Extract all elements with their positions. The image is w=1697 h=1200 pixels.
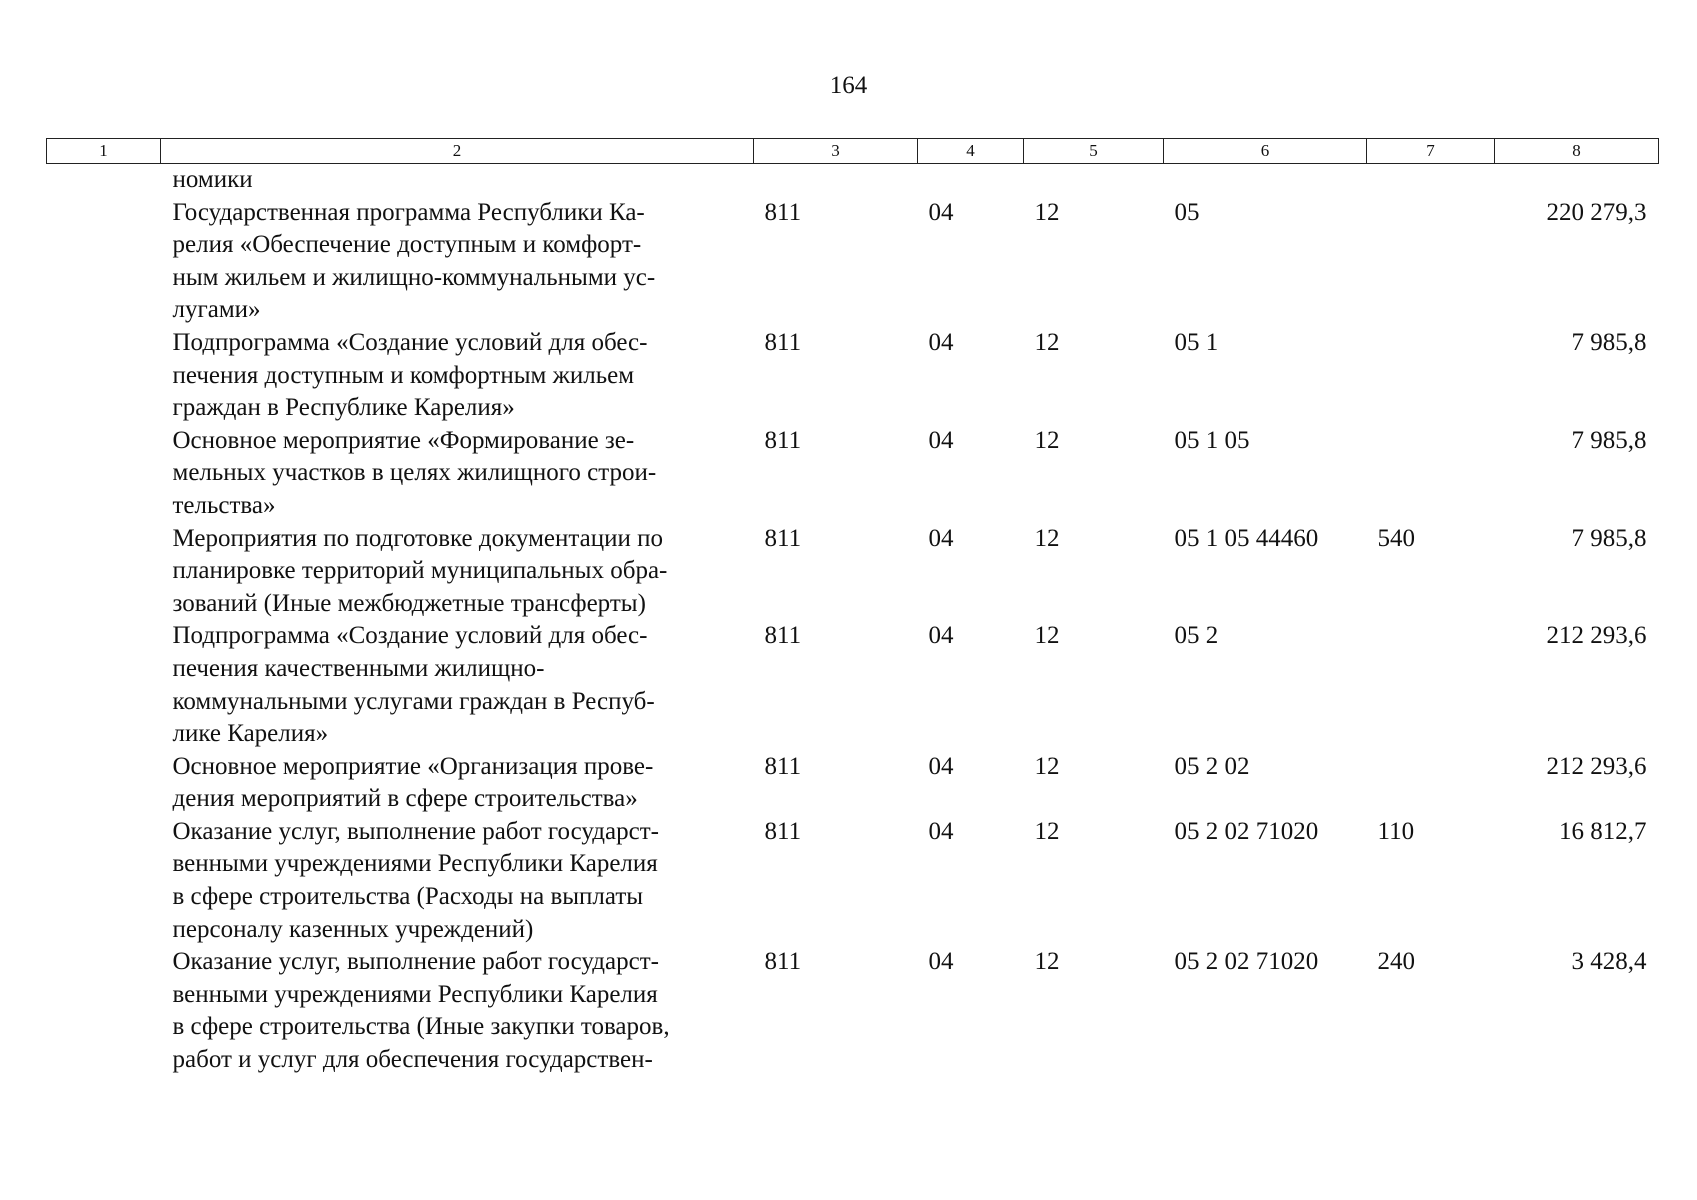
description-line: венными учреждениями Республики Карелия <box>172 980 658 1008</box>
row-description <box>161 816 754 946</box>
column-header-8: 8 <box>1495 139 1659 164</box>
description-line: Основное мероприятие «Организация прове- <box>172 752 654 780</box>
code-section: 04 <box>928 622 954 650</box>
description-line: венными учреждениями Республики Карелия <box>172 850 658 878</box>
table-row <box>47 523 1659 621</box>
row-description <box>161 946 754 1076</box>
code-subsection: 12 <box>1034 817 1060 845</box>
table-row <box>47 751 1659 816</box>
code-expense-type <box>1367 425 1495 523</box>
code-ministry: 811 <box>764 426 802 454</box>
row-col-1 <box>47 620 161 750</box>
row-col-1 <box>47 327 161 425</box>
code-section: 04 <box>928 426 954 454</box>
code-expense-type: 110 <box>1377 817 1415 845</box>
description-line: граждан в Республике Карелия» <box>172 394 515 422</box>
row-description <box>161 425 754 523</box>
code-expense-type <box>1367 620 1495 750</box>
page-number: 164 <box>829 72 868 99</box>
continuation-row <box>47 164 1659 197</box>
code-section: 04 <box>928 328 954 356</box>
code-target-article: 05 1 05 <box>1174 426 1250 454</box>
description-line: печения качественными жилищно- <box>172 654 545 682</box>
code-section: 04 <box>928 817 954 845</box>
description-line: коммунальными услугами граждан в Респуб- <box>172 687 655 715</box>
column-header-2: 2 <box>161 139 754 164</box>
code-expense-type <box>1367 327 1495 425</box>
amount: 3 428,4 <box>1571 948 1647 976</box>
description-line: тельства» <box>172 491 276 519</box>
description-line: Государственная программа Республики Ка- <box>172 198 645 226</box>
description-line: ным жильем и жилищно-коммунальными ус- <box>172 263 656 291</box>
code-subsection: 12 <box>1034 328 1060 356</box>
table-row <box>47 197 1659 327</box>
code-expense-type <box>1367 197 1495 327</box>
description-line: лике Карелия» <box>172 720 329 748</box>
continuation-text: номики <box>172 166 253 193</box>
description-line: Оказание услуг, выполнение работ государст- <box>172 948 659 976</box>
row-col-1 <box>47 425 161 523</box>
amount: 7 985,8 <box>1571 328 1647 356</box>
code-ministry: 811 <box>764 524 802 552</box>
row-description <box>161 327 754 425</box>
code-subsection: 12 <box>1034 524 1060 552</box>
code-expense-type <box>1367 751 1495 816</box>
table-body <box>47 164 1659 1077</box>
row-col-1 <box>47 816 161 946</box>
description-line: персоналу казенных учреждений) <box>172 915 534 943</box>
code-section: 04 <box>928 752 954 780</box>
code-target-article: 05 2 02 <box>1174 752 1250 780</box>
description-line: в сфере строительства (Иные закупки товаров, <box>172 1013 670 1041</box>
code-expense-type: 240 <box>1377 948 1415 976</box>
table-row <box>47 327 1659 425</box>
table-row <box>47 620 1659 750</box>
column-header-3: 3 <box>754 139 918 164</box>
table-row <box>47 425 1659 523</box>
description-line: лугами» <box>172 296 261 324</box>
row-col-1 <box>47 197 161 327</box>
column-header-5: 5 <box>1024 139 1164 164</box>
budget-table <box>46 138 1659 1077</box>
code-subsection: 12 <box>1034 948 1060 976</box>
table-row <box>47 816 1659 946</box>
description-line: Подпрограмма «Создание условий для обес- <box>172 328 648 356</box>
code-subsection: 12 <box>1034 752 1060 780</box>
code-target-article: 05 <box>1174 198 1200 226</box>
description-line: в сфере строительства (Расходы на выплаты <box>172 883 644 911</box>
code-ministry: 811 <box>764 622 802 650</box>
description-line: Основное мероприятие «Формирование зе- <box>172 426 635 454</box>
column-header-6: 6 <box>1164 139 1367 164</box>
code-ministry: 811 <box>764 328 802 356</box>
description-line: мельных участков в целях жилищного строи- <box>172 459 657 487</box>
code-expense-type: 540 <box>1377 524 1415 552</box>
row-description <box>161 620 754 750</box>
table-header <box>47 139 1659 164</box>
code-ministry: 811 <box>764 948 802 976</box>
code-target-article: 05 1 <box>1174 328 1219 356</box>
description-line: Подпрограмма «Создание условий для обес- <box>172 622 648 650</box>
code-section: 04 <box>928 198 954 226</box>
amount: 7 985,8 <box>1571 524 1647 552</box>
code-target-article: 05 2 <box>1174 622 1219 650</box>
column-header-1: 1 <box>47 139 161 164</box>
row-col-1 <box>47 751 161 816</box>
row-description <box>161 751 754 816</box>
column-header-4: 4 <box>918 139 1024 164</box>
row-description <box>161 523 754 621</box>
code-ministry: 811 <box>764 817 802 845</box>
description-line: работ и услуг для обеспечения государствен- <box>172 1046 653 1074</box>
description-line: Мероприятия по подготовке документации по <box>172 524 663 552</box>
description-line: зований (Иные межбюджетные трансферты) <box>172 589 646 617</box>
column-header-7: 7 <box>1367 139 1495 164</box>
description-line: печения доступным и комфортным жильем <box>172 361 635 389</box>
code-ministry: 811 <box>764 198 802 226</box>
amount: 7 985,8 <box>1571 426 1647 454</box>
description-line: дения мероприятий в сфере строительства» <box>172 785 638 813</box>
amount: 16 812,7 <box>1559 817 1647 845</box>
amount: 212 293,6 <box>1546 622 1647 650</box>
table-row <box>47 946 1659 1076</box>
code-target-article: 05 2 02 71020 <box>1174 948 1319 976</box>
code-section: 04 <box>928 948 954 976</box>
code-subsection: 12 <box>1034 198 1060 226</box>
amount: 220 279,3 <box>1546 198 1647 226</box>
code-section: 04 <box>928 524 954 552</box>
row-description <box>161 197 754 327</box>
code-target-article: 05 1 05 44460 <box>1174 524 1319 552</box>
code-subsection: 12 <box>1034 426 1060 454</box>
code-subsection: 12 <box>1034 622 1060 650</box>
row-col-1 <box>47 523 161 621</box>
code-target-article: 05 2 02 71020 <box>1174 817 1319 845</box>
description-line: планировке территорий муниципальных обра- <box>172 557 668 585</box>
amount: 212 293,6 <box>1546 752 1647 780</box>
description-line: релия «Обеспечение доступным и комфорт- <box>172 231 642 259</box>
code-ministry: 811 <box>764 752 802 780</box>
row-col-1 <box>47 946 161 1076</box>
description-line: Оказание услуг, выполнение работ государст- <box>172 817 659 845</box>
